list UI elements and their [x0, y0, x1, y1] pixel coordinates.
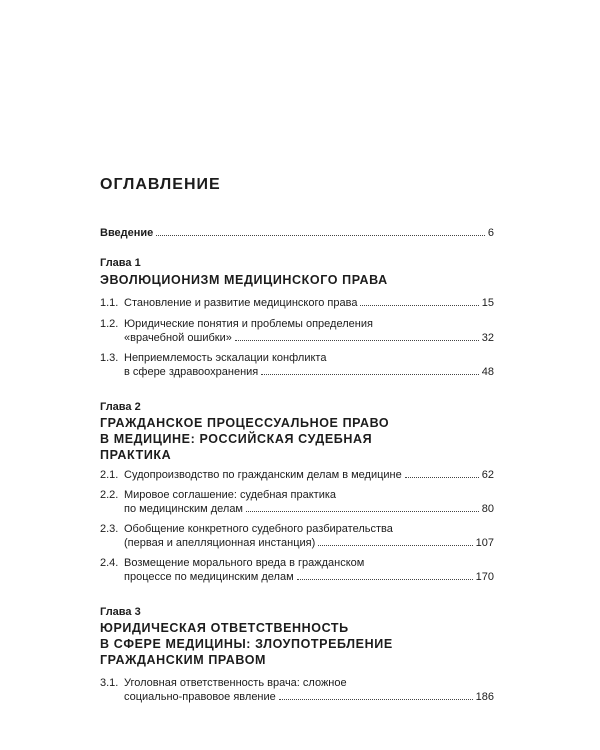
toc-entry-title-cont: по медицинским делам — [124, 503, 243, 515]
toc-entry-title: Юридические понятия и проблемы определения — [124, 318, 373, 330]
dot-leader — [279, 699, 473, 700]
toc-entry[interactable] — [100, 468, 494, 482]
chapter-label: Глава 3 — [100, 606, 141, 618]
section-number: 1.1. — [100, 297, 119, 309]
chapter-title-line: ЭВОЛЮЦИОНИЗМ МЕДИЦИНСКОГО ПРАВА — [100, 273, 388, 287]
section-number: 2.1. — [100, 469, 119, 481]
chapter-title-line: В МЕДИЦИНЕ: РОССИЙСКАЯ СУДЕБНАЯ — [100, 432, 373, 446]
toc-entry-title: Возмещение морального вреда в гражданском — [124, 557, 365, 569]
chapter-title — [100, 272, 494, 288]
toc-entry-title: Мировое соглашение: судебная практика — [124, 489, 337, 501]
toc-page-number: 62 — [481, 469, 494, 481]
toc-entry[interactable] — [100, 556, 494, 584]
toc-entry-title: Введение — [100, 227, 154, 239]
toc-entry-title: Обобщение конкретного судебного разбирательства — [124, 523, 393, 535]
toc-page-number: 170 — [475, 571, 494, 583]
section-number: 1.3. — [100, 352, 119, 364]
dot-leader — [360, 305, 478, 306]
dot-leader — [405, 477, 479, 478]
toc-page-number: 186 — [475, 691, 494, 703]
chapter-title-line: ЮРИДИЧЕСКАЯ ОТВЕТСТВЕННОСТЬ — [100, 621, 349, 635]
toc-entry-title-cont: процессе по медицинским делам — [124, 571, 294, 583]
chapter-title-line: В СФЕРЕ МЕДИЦИНЫ: ЗЛОУПОТРЕБЛЕНИЕ — [100, 637, 393, 651]
dot-leader — [297, 579, 473, 580]
toc-entry-intro[interactable] — [100, 226, 494, 240]
chapter-label: Глава 2 — [100, 401, 141, 413]
toc-page-number: 107 — [475, 537, 494, 549]
chapter-title-line: ГРАЖДАНСКОЕ ПРОЦЕССУАЛЬНОЕ ПРАВО — [100, 416, 390, 430]
section-number: 3.1. — [100, 677, 119, 689]
toc-entry-title: Уголовная ответственность врача: сложное — [124, 677, 347, 689]
toc-page-number: 32 — [481, 332, 494, 344]
dot-leader — [318, 545, 472, 546]
dot-leader — [235, 340, 479, 341]
toc-page-number: 15 — [481, 297, 494, 309]
section-number: 2.3. — [100, 523, 119, 535]
chapter-label: Глава 1 — [100, 257, 141, 269]
section-number: 1.2. — [100, 318, 119, 330]
chapter-title — [100, 415, 494, 463]
toc-page-number: 48 — [481, 366, 494, 378]
toc-page-number: 80 — [481, 503, 494, 515]
toc-entry[interactable] — [100, 488, 494, 516]
toc-entry-title-cont: в сфере здравоохранения — [124, 366, 259, 378]
toc-entry-title: Судопроизводство по гражданским делам в медицине — [124, 469, 402, 481]
chapter-title-line: ПРАКТИКА — [100, 448, 172, 462]
toc-entry[interactable] — [100, 522, 494, 550]
chapter-title-line: ГРАЖДАНСКИМ ПРАВОМ — [100, 653, 267, 667]
toc-page-number: 6 — [487, 227, 494, 239]
section-number: 2.4. — [100, 557, 119, 569]
dot-leader — [261, 374, 478, 375]
toc-entry-title: Неприемлемость эскалации конфликта — [124, 352, 327, 364]
toc-entry[interactable] — [100, 676, 494, 704]
toc-entry-title: Становление и развитие медицинского права — [124, 297, 358, 309]
toc-entry[interactable] — [100, 317, 494, 345]
toc-entry-title-cont: социально-правовое явление — [124, 691, 276, 703]
dot-leader — [156, 235, 485, 236]
toc-entry-title-cont: (первая и апелляционная инстанция) — [124, 537, 316, 549]
toc-entry-title-cont: «врачебной ошибки» — [124, 332, 232, 344]
toc-entry[interactable] — [100, 296, 494, 310]
toc-heading: ОГЛАВЛЕНИЕ — [100, 176, 221, 193]
chapter-title — [100, 620, 494, 668]
dot-leader — [246, 511, 479, 512]
toc-entry[interactable] — [100, 351, 494, 379]
section-number: 2.2. — [100, 489, 119, 501]
